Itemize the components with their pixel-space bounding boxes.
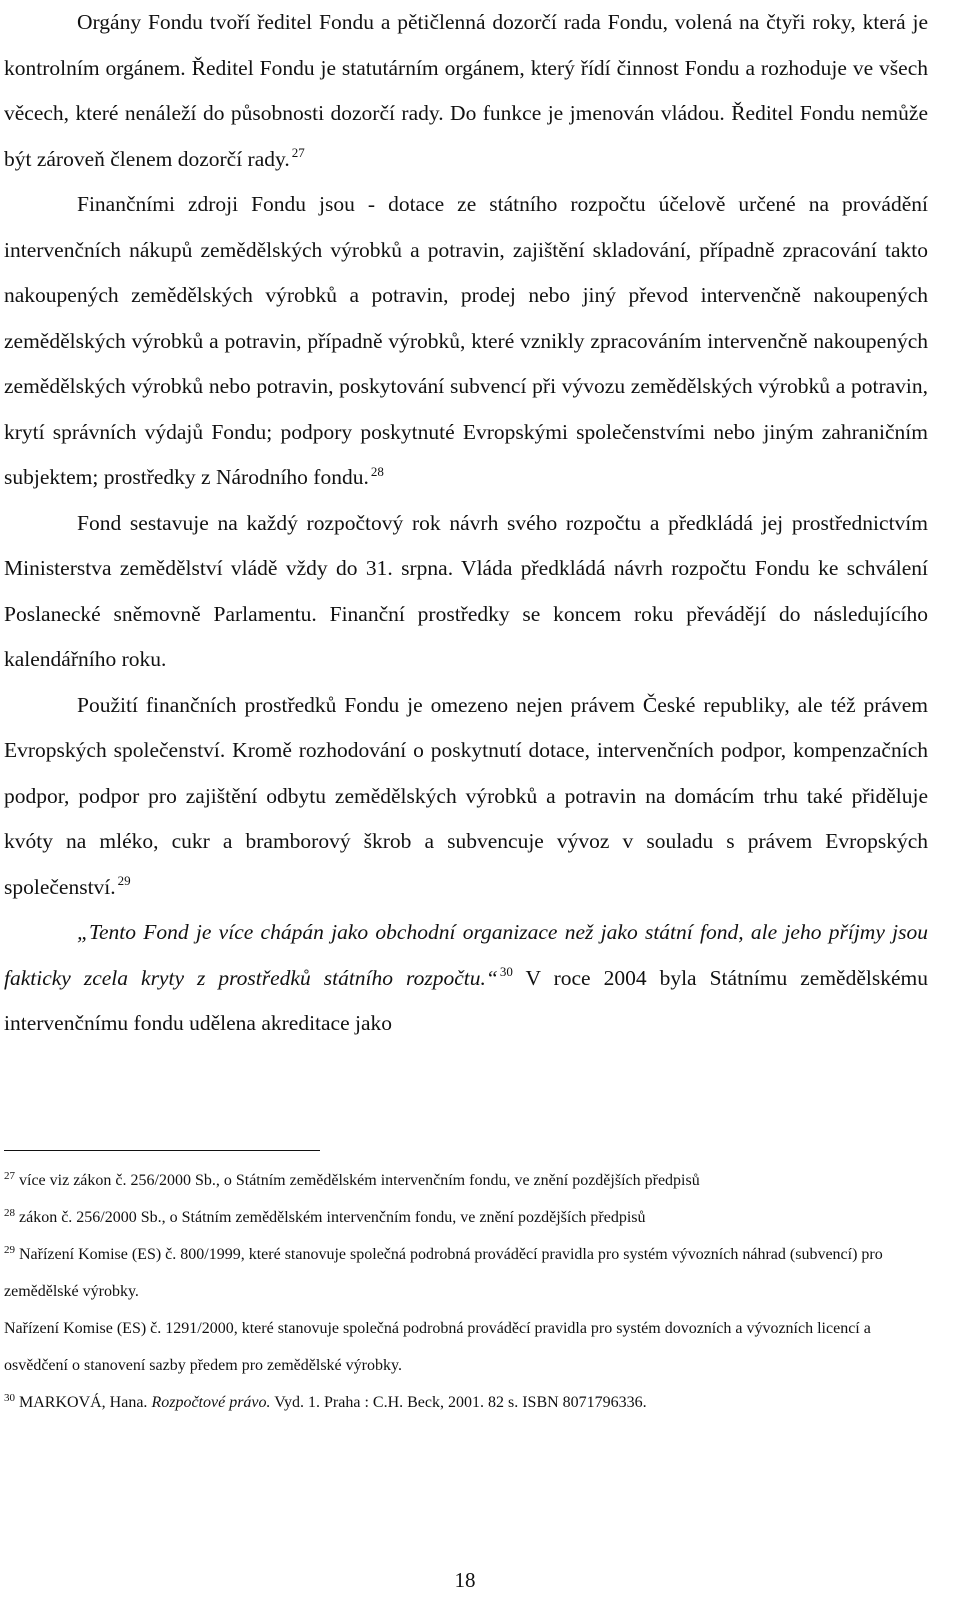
footnote-28-number: 28 xyxy=(4,1206,15,1219)
footnote-28-text: zákon č. 256/2000 Sb., o Státním zemědělském intervenčním fondu, ve znění pozdějších předpisů xyxy=(19,1209,646,1226)
page-number: 18 xyxy=(454,1568,476,1592)
footnote-30 xyxy=(4,1384,928,1421)
footnotes xyxy=(4,1162,928,1421)
paragraph-2 xyxy=(4,182,928,501)
footnote-27-text: více viz zákon č. 256/2000 Sb., o Státním zemědělském intervenčním fondu, ve znění pozdějších předpisů xyxy=(19,1172,700,1189)
footnote-27 xyxy=(4,1162,928,1199)
footnote-ref-29[interactable]: 29 xyxy=(117,873,131,889)
paragraph-5-text: V roce 2004 byla Státnímu zemědělskému intervenčnímu fondu udělena akreditace jako xyxy=(4,965,928,1035)
footnote-30-number: 30 xyxy=(4,1391,15,1404)
quote-text: „Tento Fond je více chápán jako obchodní organizace než jako státní fond, ale jeho příjmy jsou fakticky zcela kryty z prostředků státního rozpočtu.“ xyxy=(4,920,928,990)
paragraph-2-text: Finančními zdroji Fondu jsou - dotace ze státního rozpočtu účelově určené na provádění intervenčních nákupů zemědělských výrobků a potravin, zajištění skladování, případně zpracování takto nakoupených zemědělských výrobků a potravin, prodej nebo jiný převod intervenčně nakoupených zemědělských výrobků a potravin, případně výrobků, které vznikly zpracováním intervenčně nakoupených zemědělských výrobků nebo potravin, poskytování subvencí při vývozu zemědělských výrobků a potravin, krytí správních výdajů Fondu; podpory poskytnuté Evropskými společenstvími nebo jiným zahraničním subjektem; prostředky z Národního fondu. xyxy=(4,192,928,489)
footnote-30-title: Rozpočtové právo. xyxy=(151,1394,271,1411)
footnote-29-text: Nařízení Komise (ES) č. 800/1999, které stanovuje společná podrobná prováděcí pravidla pro systém vývozních náhrad (subvencí) pro zemědělské výrobky. xyxy=(4,1246,883,1300)
footnote-30-rest: Vyd. 1. Praha : C.H. Beck, 2001. 82 s. ISBN 8071796336. xyxy=(274,1394,647,1411)
paragraph-1-text: Orgány Fondu tvoří ředitel Fondu a pětičlenná dozorčí rada Fondu, volená na čtyři roky, která je kontrolním orgánem. Ředitel Fondu je statutárním orgánem, který řídí činnost Fondu a rozhoduje ve všech věcech, které nenáleží do působnosti dozorčí rady. Do funkce je jmenován vládou. Ředitel Fondu nemůže být zároveň členem dozorčí rady. xyxy=(4,10,928,171)
paragraph-4-text: Použití finančních prostředků Fondu je omezeno nejen právem České republiky, ale též právem Evropských společenství. Kromě rozhodování o poskytnutí dotace, intervenčních podpor, kompenzačních podpor, podpor pro zajištění odbytu zemědělských výrobků a potravin na domácím trhu také přiděluje kvóty na mléko, cukr a bramborový škrob a subvencuje vývoz v souladu s právem Evropských společenství. xyxy=(4,692,928,899)
footnote-29-number: 29 xyxy=(4,1243,15,1256)
paragraph-5 xyxy=(4,910,928,1047)
footnote-29-extra-text: Nařízení Komise (ES) č. 1291/2000, které stanovuje společná podrobná prováděcí pravidla pro systém dovozních a vývozních licencí a osvědčení o stanovení sazby předem pro zemědělské výrobky. xyxy=(4,1320,871,1374)
paragraph-4 xyxy=(4,683,928,911)
paragraph-3 xyxy=(4,501,928,683)
footnote-28 xyxy=(4,1199,928,1236)
footnote-ref-28[interactable]: 28 xyxy=(370,463,384,479)
paragraph-1 xyxy=(4,0,928,182)
footnote-30-author: MARKOVÁ, Hana. xyxy=(19,1394,148,1411)
paragraph-3-text: Fond sestavuje na každý rozpočtový rok návrh svého rozpočtu a předkládá jej prostřednictvím Ministerstva zemědělství vládě vždy do 31. srpna. Vláda předkládá návrh rozpočtu Fondu ke schválení Poslanecké sněmovně Parlamentu. Finanční prostředky se koncem roku převádějí do následujícího kalendářního roku. xyxy=(4,510,928,671)
footnote-ref-30[interactable]: 30 xyxy=(499,964,513,980)
body-text xyxy=(4,0,928,1047)
footnote-29-continuation xyxy=(4,1310,928,1384)
footnote-ref-27[interactable]: 27 xyxy=(291,145,305,161)
footnote-27-number: 27 xyxy=(4,1169,15,1182)
footnote-separator xyxy=(4,1150,320,1151)
footnote-29 xyxy=(4,1236,928,1310)
